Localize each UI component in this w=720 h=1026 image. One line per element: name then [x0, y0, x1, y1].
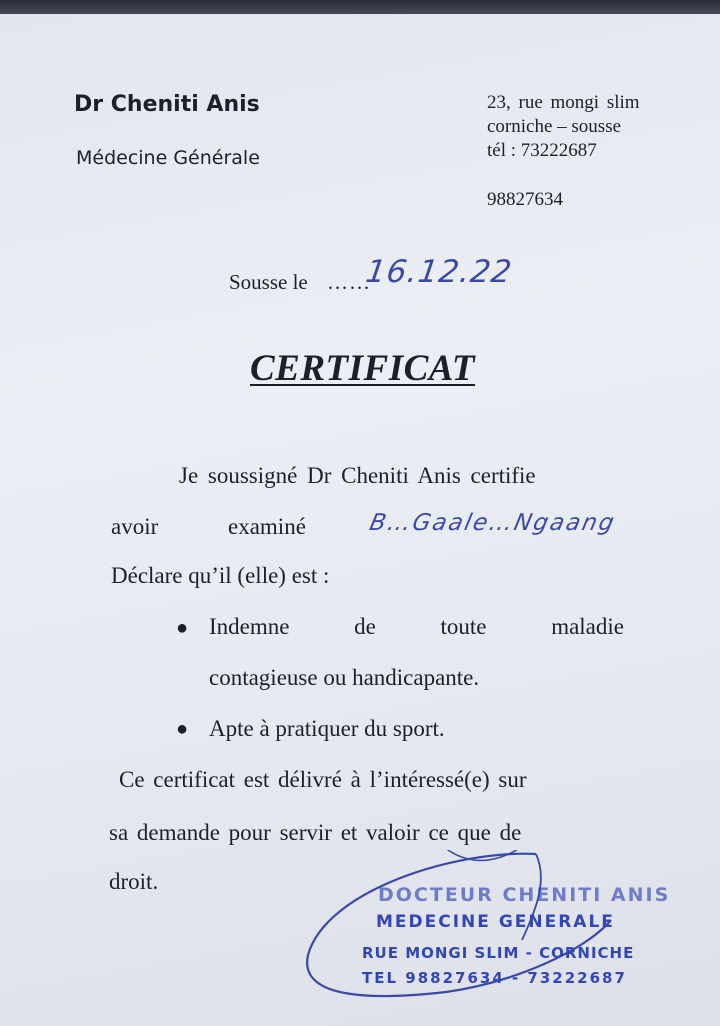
certificate-title: CERTIFICAT — [250, 348, 476, 389]
date-dots: …… — [327, 270, 371, 294]
body-line-declare: Déclare qu’il (elle) est : — [111, 563, 330, 588]
doctor-specialty: Médecine Générale — [76, 147, 260, 169]
patient-name-handwritten: B…Gaale…Ngaang — [367, 510, 619, 536]
stamp-line-3: RUE MONGI SLIM - CORNICHE — [362, 944, 635, 962]
bullet-1-line-2: contagieuse ou handicapante. — [209, 665, 480, 690]
stamp-line-4: TEL 98827634 - 73222687 — [362, 969, 627, 987]
phone-line-2: 98827634 — [487, 189, 563, 210]
date-prefix: Sousse le — [229, 270, 308, 294]
body-word-examine: examiné — [228, 514, 306, 539]
phone-line: tél : 73222687 — [487, 140, 597, 161]
closing-line-2: sa demande pour servir et valoir ce que de — [109, 820, 522, 845]
bullet-dot-icon: ● — [176, 617, 189, 639]
body-line-certify: Je soussigné Dr Cheniti Anis certifie — [179, 463, 536, 488]
body-word-avoir: avoir — [111, 514, 159, 539]
bullet-dot-icon: ● — [176, 718, 189, 740]
closing-line-3: droit. — [109, 869, 159, 894]
bullet-2: Apte à pratiquer du sport. — [209, 716, 445, 741]
doctor-name: Dr Cheniti Anis — [74, 92, 260, 117]
address-line-2: corniche – sousse — [487, 116, 622, 137]
stamp-line-1: DOCTEUR CHENITI ANIS — [378, 884, 671, 906]
address-line-1: 23, rue mongi slim — [487, 92, 640, 113]
closing-line-1: Ce certificat est délivré à l’intéressé(e) sur — [119, 767, 527, 792]
bullet-1-line-1: Indemne de toute maladie — [209, 614, 624, 639]
date-handwritten: 16.12.22 — [363, 254, 515, 290]
stamp-line-2: MEDECINE GENERALE — [376, 912, 615, 932]
